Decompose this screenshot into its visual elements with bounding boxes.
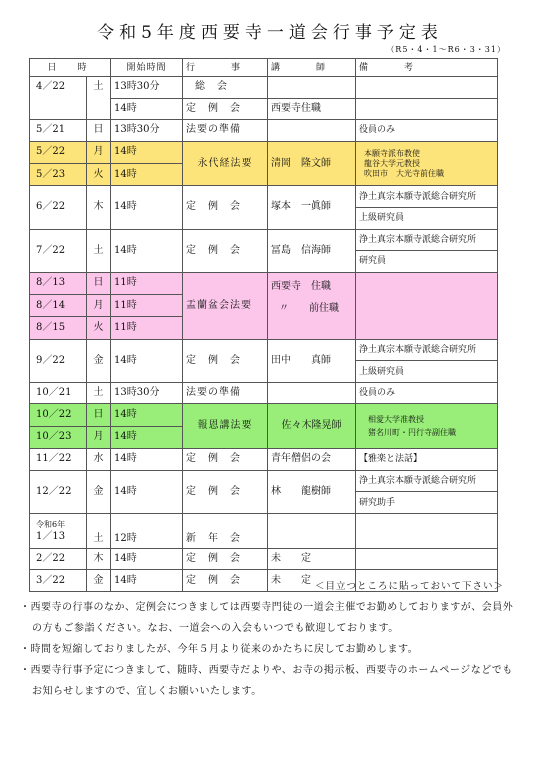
date-cell: 7／22 bbox=[30, 229, 87, 272]
day-cell: 水 bbox=[87, 449, 111, 471]
date-cell: 4／22 bbox=[30, 77, 87, 120]
date-cell: 8／15 bbox=[30, 317, 87, 339]
event-cell: 定 例 会 bbox=[183, 229, 268, 272]
remark-cell bbox=[356, 513, 498, 548]
day-cell: 土 bbox=[87, 513, 111, 548]
note-item: ・西要寺の行事のなか、定例会につきましては西要寺門徒の一道会主催でお勤めしておりますが、会員外の方もご参詣ください。なお、一道会への入会もいつでも歓迎しております。 bbox=[20, 602, 514, 634]
remark-cell bbox=[356, 272, 498, 339]
event-cell: 定 例 会 bbox=[183, 98, 268, 120]
day-cell: 月 bbox=[87, 141, 111, 163]
date-cell: 3／22 bbox=[30, 570, 87, 592]
remark-cell: 浄土真宗本願寺派総合研究所 bbox=[356, 186, 498, 208]
time-cell: 14時 bbox=[111, 570, 183, 592]
date-cell: 11／22 bbox=[30, 449, 87, 471]
table-row bbox=[30, 548, 498, 570]
time-cell: 14時 bbox=[111, 229, 183, 272]
date-cell: 2／22 bbox=[30, 548, 87, 570]
date-cell: 10／21 bbox=[30, 382, 87, 404]
speaker-cell bbox=[268, 120, 356, 142]
date-cell: 8／14 bbox=[30, 295, 87, 317]
table-row bbox=[30, 141, 498, 163]
time-cell: 13時30分 bbox=[111, 77, 183, 99]
day-cell: 火 bbox=[87, 317, 111, 339]
remark-line: 相愛大学准教授 bbox=[368, 415, 425, 425]
time-cell: 14時 bbox=[111, 548, 183, 570]
day-cell: 日 bbox=[87, 272, 111, 294]
day-cell: 日 bbox=[87, 404, 111, 426]
time-cell: 14時 bbox=[111, 426, 183, 448]
date-cell: 8／13 bbox=[30, 272, 87, 294]
speaker-cell: 塚本 一眞師 bbox=[268, 186, 356, 229]
speaker-cell: 清岡 隆文師 bbox=[268, 141, 356, 186]
time-cell: 14時 bbox=[111, 164, 183, 186]
time-cell: 12時 bbox=[111, 513, 183, 548]
event-cell: 定 例 会 bbox=[183, 339, 268, 382]
time-cell: 13時30分 bbox=[111, 120, 183, 142]
remark-line: 吹田市 大光寺前住職 bbox=[364, 168, 445, 178]
day-cell: 金 bbox=[87, 470, 111, 513]
event-cell: 永代経法要 bbox=[183, 141, 268, 186]
date-cell: 5／23 bbox=[30, 164, 87, 186]
remark-cell: 役員のみ bbox=[356, 382, 498, 404]
speaker-line: 〃 前住職 bbox=[279, 302, 340, 314]
time-cell: 14時 bbox=[111, 404, 183, 426]
date-cell bbox=[30, 513, 87, 548]
remark-line: 龍谷大学元教授 bbox=[364, 158, 421, 168]
speaker-cell bbox=[268, 272, 356, 339]
date-cell: 10／23 bbox=[30, 426, 87, 448]
table-row bbox=[30, 186, 498, 208]
remark-cell: 役員のみ bbox=[356, 120, 498, 142]
col-header-remark: 備 考 bbox=[356, 59, 498, 77]
table-row bbox=[30, 449, 498, 471]
period: （R5・4・1〜R6・3・31） bbox=[386, 45, 506, 54]
time-cell: 14時 bbox=[111, 98, 183, 120]
event-cell: 定 例 会 bbox=[183, 548, 268, 570]
event-cell: 法要の準備 bbox=[183, 120, 268, 142]
event-cell: 定 例 会 bbox=[183, 449, 268, 471]
date-value: 1／13 bbox=[36, 530, 66, 542]
event-cell: 報恩講法要 bbox=[183, 404, 268, 449]
event-cell: 盂蘭盆会法要 bbox=[183, 272, 268, 339]
note-item: ・西要寺行事予定につきまして、随時、西要寺だよりや、お寺の掲示板、西要寺のホームページなどでもお知らせしますので、宜しくお願いいたします。 bbox=[20, 665, 513, 697]
table-row bbox=[30, 120, 498, 142]
date-cell: 5／21 bbox=[30, 120, 87, 142]
speaker-cell: 青年僧侶の会 bbox=[268, 449, 356, 471]
speaker-cell bbox=[268, 77, 356, 99]
day-cell: 木 bbox=[87, 186, 111, 229]
time-cell: 13時30分 bbox=[111, 382, 183, 404]
remark-cell bbox=[356, 98, 498, 120]
remark-cell bbox=[356, 548, 498, 570]
col-header-time: 開始時間 bbox=[111, 59, 183, 77]
remark-cell bbox=[356, 141, 498, 186]
page-title: 令和5年度西要寺一道会行事予定表 bbox=[97, 23, 443, 43]
notes-section bbox=[20, 597, 520, 702]
col-header-speaker: 講 師 bbox=[268, 59, 356, 77]
remark-cell: 浄土真宗本願寺派総合研究所 bbox=[356, 229, 498, 251]
header-row bbox=[30, 59, 498, 77]
day-cell: 月 bbox=[87, 295, 111, 317]
remark-line: 猪名川町・円行寺副住職 bbox=[368, 428, 457, 438]
event-cell: 法要の準備 bbox=[183, 382, 268, 404]
event-cell: 定 例 会 bbox=[183, 470, 268, 513]
remark-cell: 【雅楽と法話】 bbox=[356, 449, 498, 471]
table-row bbox=[30, 513, 498, 548]
col-header-date: 日 時 bbox=[30, 59, 111, 77]
time-cell: 14時 bbox=[111, 470, 183, 513]
day-cell: 金 bbox=[87, 570, 111, 592]
time-cell: 14時 bbox=[111, 339, 183, 382]
day-cell: 土 bbox=[87, 77, 111, 120]
time-cell: 11時 bbox=[111, 317, 183, 339]
table-row bbox=[30, 339, 498, 361]
remark-cell: 上級研究員 bbox=[356, 361, 498, 383]
speaker-cell: 田中 真師 bbox=[268, 339, 356, 382]
speaker-cell bbox=[268, 382, 356, 404]
day-cell: 土 bbox=[87, 229, 111, 272]
table-row bbox=[30, 229, 498, 251]
remark-cell: 上級研究員 bbox=[356, 207, 498, 229]
remark-cell: 浄土真宗本願寺派総合研究所 bbox=[356, 339, 498, 361]
day-cell: 木 bbox=[87, 548, 111, 570]
day-cell: 金 bbox=[87, 339, 111, 382]
speaker-cell: 冨島 信海師 bbox=[268, 229, 356, 272]
time-cell: 11時 bbox=[111, 272, 183, 294]
speaker-line: 西要寺 住職 bbox=[271, 280, 332, 292]
remark-cell: 研究員 bbox=[356, 251, 498, 273]
day-cell: 土 bbox=[87, 382, 111, 404]
day-cell: 月 bbox=[87, 426, 111, 448]
event-cell: 新 年 会 bbox=[183, 513, 268, 548]
remark-cell bbox=[356, 404, 498, 449]
schedule-table bbox=[29, 58, 498, 592]
day-cell: 火 bbox=[87, 164, 111, 186]
event-cell: 総 会 bbox=[183, 77, 268, 99]
note-item: ・時間を短縮しておりましたが、今年５月より従来のかたちに戻してお勤めします。 bbox=[20, 644, 419, 655]
table-row bbox=[30, 404, 498, 426]
table-row bbox=[30, 272, 498, 294]
table-row bbox=[30, 77, 498, 99]
date-cell: 9／22 bbox=[30, 339, 87, 382]
remark-cell: 研究助手 bbox=[356, 492, 498, 514]
date-cell: 12／22 bbox=[30, 470, 87, 513]
remark-cell bbox=[356, 77, 498, 99]
time-cell: 14時 bbox=[111, 449, 183, 471]
date-cell: 10／22 bbox=[30, 404, 87, 426]
event-cell: 定 例 会 bbox=[183, 570, 268, 592]
speaker-cell: 佐々木隆晃師 bbox=[268, 404, 356, 449]
speaker-cell: 未 定 bbox=[268, 570, 356, 592]
event-cell: 定 例 会 bbox=[183, 186, 268, 229]
table-row bbox=[30, 382, 498, 404]
poster-note: ＜目立つところに貼っておいて下さい＞ bbox=[314, 581, 504, 592]
speaker-cell: 未 定 bbox=[268, 548, 356, 570]
speaker-cell bbox=[268, 513, 356, 548]
date-cell: 5／22 bbox=[30, 141, 87, 163]
table-row bbox=[30, 470, 498, 492]
remark-cell: 浄土真宗本願寺派総合研究所 bbox=[356, 470, 498, 492]
speaker-cell: 林 龍樹師 bbox=[268, 470, 356, 513]
time-cell: 14時 bbox=[111, 141, 183, 163]
speaker-cell: 西要寺住職 bbox=[268, 98, 356, 120]
date-year: 令和6年 bbox=[36, 519, 66, 529]
remark-line: 本願寺派布教使 bbox=[364, 148, 421, 158]
col-header-event: 行 事 bbox=[183, 59, 268, 77]
time-cell: 11時 bbox=[111, 295, 183, 317]
day-cell: 日 bbox=[87, 120, 111, 142]
time-cell: 14時 bbox=[111, 186, 183, 229]
date-cell: 6／22 bbox=[30, 186, 87, 229]
